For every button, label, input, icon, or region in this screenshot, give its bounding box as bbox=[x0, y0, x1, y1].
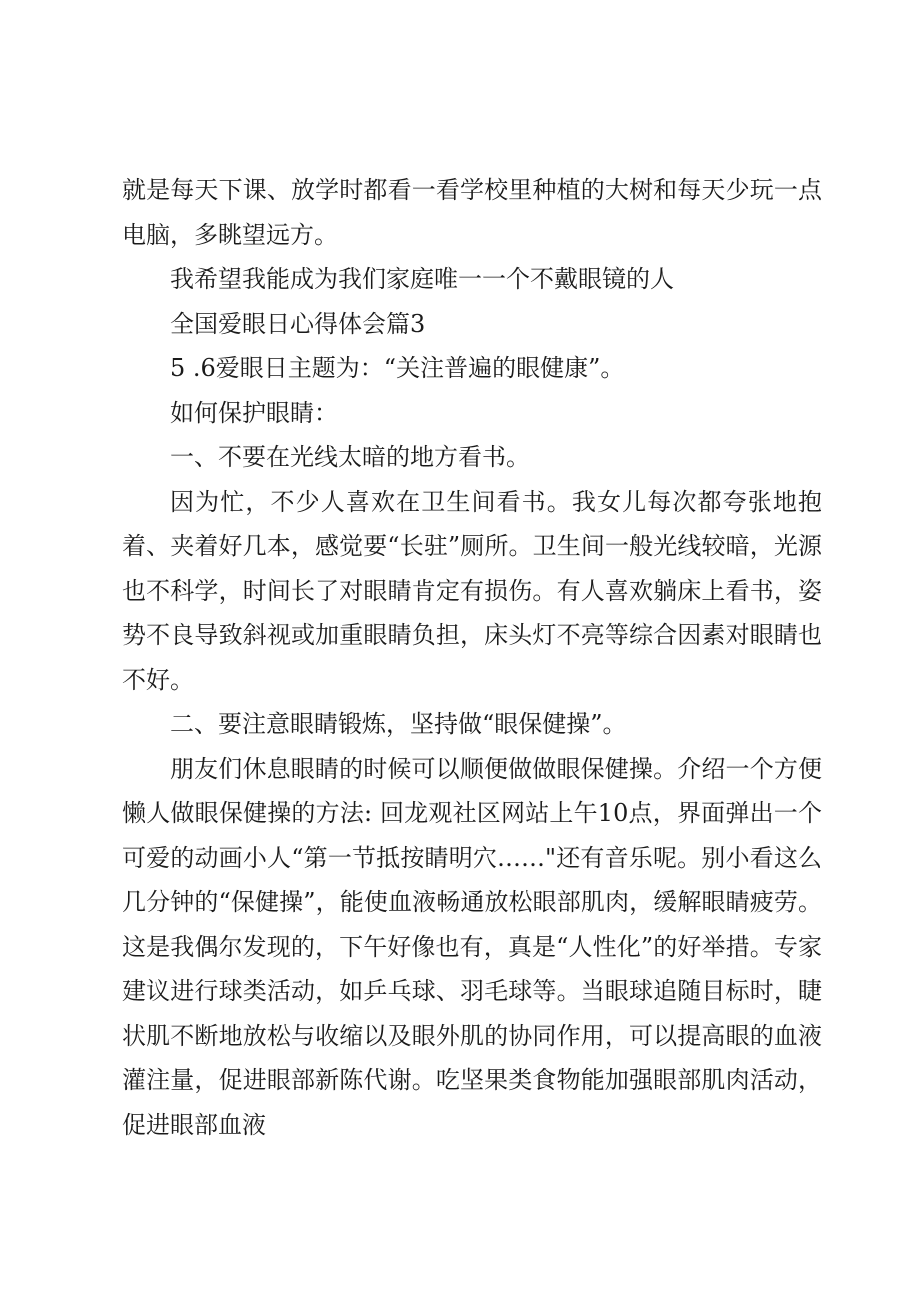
point-two-heading: 二、要注意眼睛锻炼，坚持做“眼保健操”。 bbox=[170, 710, 627, 738]
document-body bbox=[122, 168, 822, 1147]
section-heading: 全国爱眼日心得体会篇3 bbox=[170, 309, 426, 338]
paragraph-how-to-protect: 如何保护眼睛： bbox=[170, 398, 338, 427]
paragraph-theme: 5 .6爱眼日主题为：“关注普遍的眼健康”。 bbox=[170, 354, 625, 382]
point-two-body: 朋友们休息眼睛的时候可以顺便做做眼保健操。介绍一个方便懒人做眼保健操的方法: 回龙观社区网站上午10点，界面弹出一个可爱的动画小人“第一节抵按睛明穴……"还有音乐呢。别小看这么几分钟的“保健操”，能使血液畅通放松眼部肌肉，缓解眼睛疲劳。这是我偶尔发现的，下午好像也有，真是“人性化”的好举措。专家建议进行球类活动，如乒乓球、羽毛球等。当眼球追随目标时，睫状肌不断地放松与收缩以及眼外肌的协同作用，可以提高眼的血液灌注量，促进眼部新陈代谢。吃坚果类食物能加强眼部肌肉活动，促进眼部血液 bbox=[122, 754, 822, 1139]
paragraph-1: 就是每天下课、放学时都看一看学校里种植的大树和每天少玩一点电脑，多眺望远方。 bbox=[122, 176, 822, 249]
point-one-body: 因为忙，不少人喜欢在卫生间看书。我女儿每次都夸张地抱着、夹着好几本，感觉要“长驻”厕所。卫生间一般光线较暗，光源也不科学，时间长了对眼睛肯定有损伤。有人喜欢躺床上看书，姿势不良导致斜视或加重眼睛负担，床头灯不亮等综合因素对眼睛也不好。 bbox=[122, 487, 822, 694]
point-one-heading: 一、不要在光线太暗的地方看书。 bbox=[170, 443, 530, 471]
paragraph-2: 我希望我能成为我们家庭唯一一个不戴眼镜的人 bbox=[170, 265, 674, 293]
